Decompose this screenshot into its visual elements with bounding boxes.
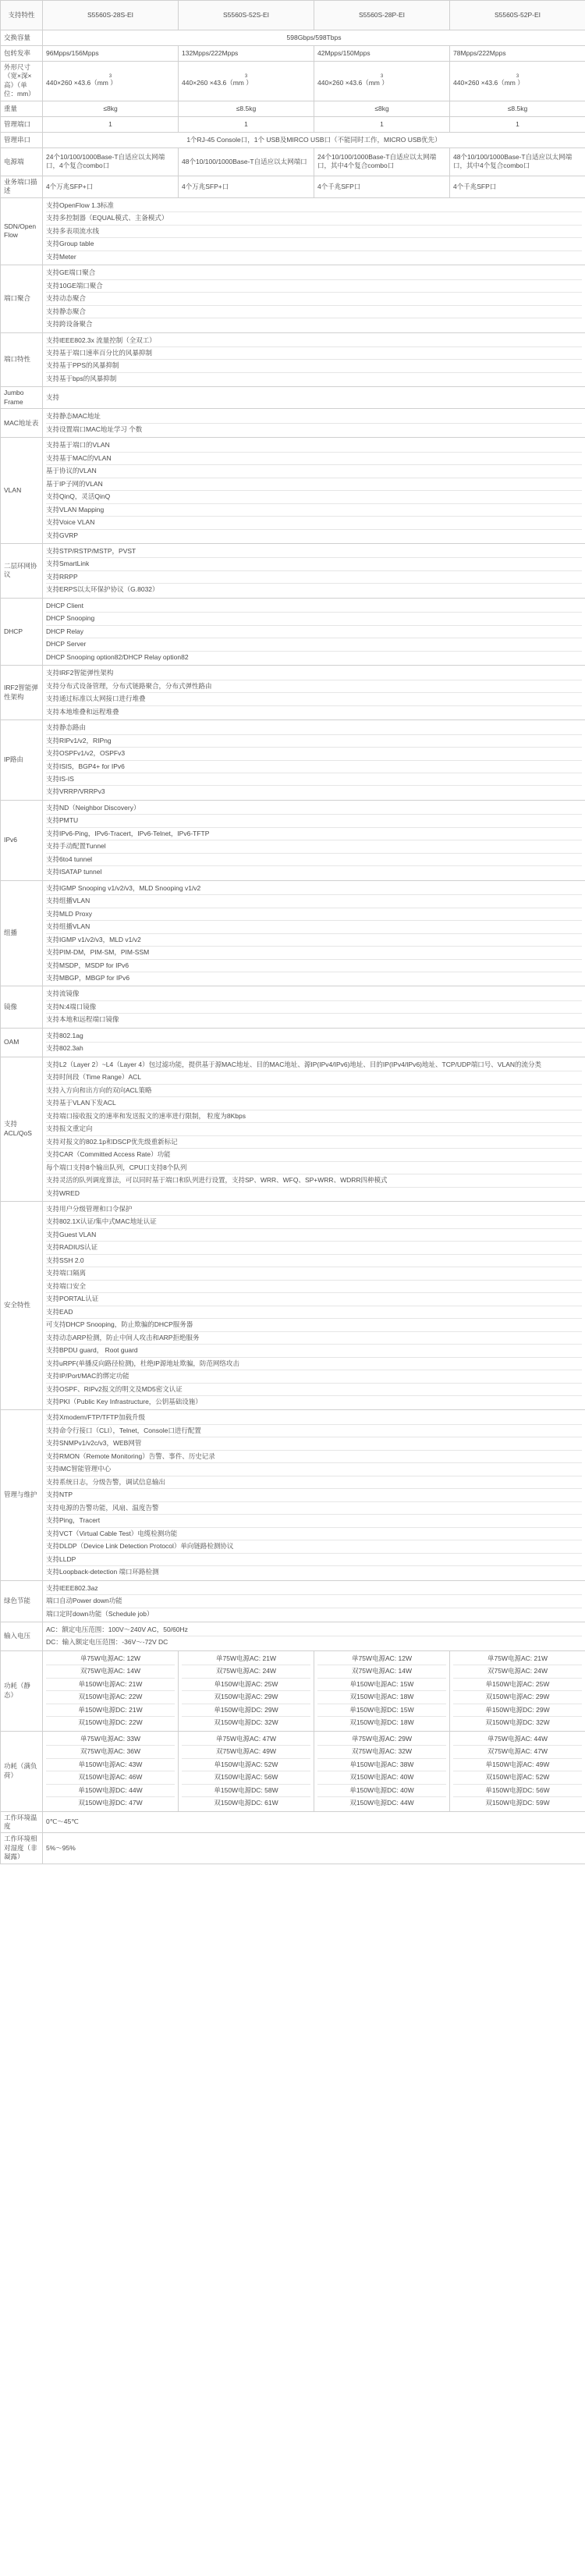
feature-label: IP路由: [1, 720, 43, 801]
feature-label: SDN/OpenFlow: [1, 197, 43, 265]
feature-items: [43, 986, 585, 1028]
spec-row-weight: [1, 101, 585, 116]
row-value: 440×260 ×43.6（mm ）: [182, 79, 253, 87]
power-value: 双150W电源DC: 44W: [349, 1799, 414, 1807]
row-value: 1个RJ-45 Console口，1个 USB及MIRCO USB口（不能同时工作，MICRO USB优先）: [43, 132, 585, 147]
feature-label: 二层环网协议: [1, 544, 43, 599]
power-value: 单150W电源AC: 52W: [182, 1759, 310, 1771]
feature-item: 支持RRPP: [46, 571, 582, 584]
feature-items: [43, 880, 585, 986]
power-value: 双150W电源AC: 46W: [46, 1771, 175, 1784]
input-voltage-row: [1, 1622, 585, 1650]
power-value: 单75W电源AC: 12W: [46, 1653, 175, 1665]
feature-item: 支持ISATAP tunnel: [46, 868, 102, 876]
feature-item: 支持系统日志，分级告警，调试信息输出: [46, 1476, 582, 1489]
feature-items: [43, 387, 585, 409]
power-value: 单150W电源DC: 29W: [453, 1704, 582, 1717]
feature-item: 支持MBGP，MBGP for IPv6: [46, 974, 130, 982]
env-row: [1, 1833, 585, 1864]
feature-item: 支持时间段（Time Range）ACL: [46, 1071, 582, 1084]
row-label: 电源端: [1, 147, 43, 176]
row-value: 96Mpps/156Mpps: [43, 46, 179, 62]
feature-item: DHCP Server: [46, 638, 582, 651]
power-value: 双150W电源DC: 61W: [214, 1799, 278, 1807]
feature-item: 支持Meter: [46, 252, 76, 261]
feature-items: [43, 1057, 585, 1201]
spec-row-forwarding-rate: [1, 46, 585, 62]
feature-item: 支持N:4端口镜像: [46, 1001, 582, 1014]
input-voltage-items: [43, 1622, 585, 1650]
row-value: 598Gbps/598Tbps: [43, 30, 585, 46]
feature-item: 端口自动Power down功能: [46, 1595, 582, 1608]
feature-item: 基于协议的VLAN: [46, 465, 582, 478]
row-value: 24个10/100/1000Base-T自适应以太网端口，4个复合combo口: [43, 147, 179, 176]
row-value: 4个万兆SFP+口: [43, 176, 179, 197]
feature-item: DHCP Snooping: [46, 613, 582, 625]
row-value: 48个10/100/1000Base-T自适应以太网端口: [179, 147, 314, 176]
feature-item: 支持OSPF、RIPv2报文的明文及MD5密文认证: [46, 1384, 582, 1396]
feature-item: 支持IPv6-Ping，IPv6-Tracert，IPv6-Telnet，IPv6-TFTP: [46, 828, 582, 840]
feature-item: 支持通过标准以太网接口进行堆叠: [46, 693, 582, 705]
power-value: 双75W电源AC: 32W: [317, 1746, 446, 1758]
row-value: 1: [43, 116, 179, 132]
power-cell: [179, 1731, 314, 1811]
feature-item: 支持IEEE802.3az: [46, 1583, 582, 1595]
feature-item: 支持GE端口聚合: [46, 267, 582, 279]
feature-row: [1, 800, 585, 880]
feature-label: IRF2智能弹性架构: [1, 666, 43, 720]
feature-items: [43, 409, 585, 438]
power-value: 单150W电源DC: 40W: [317, 1785, 446, 1797]
header-model: S5560S-52S-EI: [179, 1, 314, 30]
feature-item: 支持MLD Proxy: [46, 908, 582, 921]
feature-row: [1, 544, 585, 599]
power-cell: [179, 1650, 314, 1731]
power-value: 单75W电源AC: 21W: [182, 1653, 310, 1665]
feature-item: 支持用户分级管理和口令保护: [46, 1203, 582, 1216]
feature-item: DHCP Snooping option82/DHCP Relay option82: [46, 652, 189, 661]
feature-item: 支持10GE端口聚合: [46, 280, 582, 293]
feature-items: [43, 438, 585, 544]
feature-items: [43, 197, 585, 265]
feature-item: 支持基于VLAN下发ACL: [46, 1097, 582, 1110]
feature-item: 支持VCT（Virtual Cable Test）电缆检测功能: [46, 1528, 582, 1540]
feature-item: 支持VLAN Mapping: [46, 504, 582, 517]
row-value: ≤8.5kg: [450, 101, 585, 116]
feature-item: 支持PKI（Public Key Infrastructure，公钥基础设施）: [46, 1398, 202, 1405]
power-value: 单150W电源AC: 25W: [453, 1679, 582, 1691]
feature-row: [1, 387, 585, 409]
feature-item: 支持802.1X认证/集中式MAC地址认证: [46, 1216, 582, 1228]
feature-item: 支持基于端口速率百分比的风暴抑制: [46, 347, 582, 360]
feature-item: 支持Guest VLAN: [46, 1229, 582, 1242]
header-model: S5560S-52P-EI: [450, 1, 585, 30]
power-value: 双150W电源DC: 32W: [485, 1718, 550, 1727]
feature-item: 基于IP子网的VLAN: [46, 478, 582, 491]
row-value: 440×260 ×43.6（mm ）: [317, 79, 388, 87]
feature-item: 支持STP/RSTP/MSTP，PVST: [46, 545, 582, 558]
row-label: 重量: [1, 101, 43, 116]
feature-row: [1, 1580, 585, 1622]
feature-item: 支持RMON（Remote Monitoring）告警、事件、历史记录: [46, 1451, 582, 1463]
feature-item: 支持SNMPv1/v2c/v3，WEB网管: [46, 1437, 582, 1450]
spec-row-service-ports: [1, 176, 585, 197]
power-value: 双75W电源AC: 36W: [46, 1746, 175, 1758]
feature-label: 端口聚合: [1, 265, 43, 332]
feature-item: 支持ERPS以太环保护协议（G.8032）: [46, 585, 159, 594]
feature-item: 支持LLDP: [46, 1554, 582, 1566]
row-value: 440×260 ×43.6（mm ）: [46, 79, 117, 87]
feature-item: 支持WRED: [46, 1189, 80, 1197]
feature-label: 管理与维护: [1, 1410, 43, 1580]
input-voltage-item: DC：输入额定电压范围：-36V～-72V DC: [46, 1638, 168, 1647]
feature-label: IPv6: [1, 800, 43, 880]
feature-item: 支持Xmodem/FTP/TFTP加载升级: [46, 1412, 582, 1424]
feature-item: 支持ND（Neighbor Discovery）: [46, 802, 582, 815]
row-value: 1: [179, 116, 314, 132]
power-value: 单150W电源DC: 15W: [317, 1704, 446, 1717]
superscript: 3: [380, 74, 384, 80]
feature-item: 支持IS-IS: [46, 773, 582, 786]
row-value: 24个10/100/1000Base-T自适应以太网端口，其中4个复合combo口: [314, 147, 450, 176]
feature-row: [1, 409, 585, 438]
feature-row: [1, 880, 585, 986]
power-value: 单150W电源DC: 21W: [46, 1704, 175, 1717]
feature-item: 支持对报文的802.1p和DSCP优先级重新标记: [46, 1136, 582, 1149]
power-value: 双150W电源AC: 22W: [46, 1691, 175, 1704]
feature-item: 支持端口隔离: [46, 1267, 582, 1280]
feature-items: [43, 1028, 585, 1057]
power-value: 单150W电源AC: 21W: [46, 1679, 175, 1691]
feature-item: 支持静态MAC地址: [46, 410, 582, 423]
row-value: 4个万兆SFP+口: [179, 176, 314, 197]
feature-item: 支持IP/Port/MAC的绑定功能: [46, 1370, 582, 1383]
power-value: 双150W电源AC: 18W: [317, 1691, 446, 1704]
power-value: 单150W电源DC: 58W: [182, 1785, 310, 1797]
power-value: 双150W电源AC: 52W: [453, 1771, 582, 1784]
power-value: 双75W电源AC: 47W: [453, 1746, 582, 1758]
feature-row: [1, 438, 585, 544]
feature-item: 支持iMC智能管理中心: [46, 1463, 582, 1476]
power-value: 双150W电源AC: 29W: [453, 1691, 582, 1704]
feature-item: 支持802.3ah: [46, 1044, 83, 1053]
row-label: 交换容量: [1, 30, 43, 46]
power-value: 单150W电源AC: 43W: [46, 1759, 175, 1771]
header-label: 支持特性: [1, 1, 43, 30]
env-value: 5%～95%: [43, 1833, 585, 1864]
feature-item: 支持DLDP（Device Link Detection Protocol）单向链路检测协议: [46, 1540, 582, 1553]
row-value: 4个千兆SFP口: [314, 176, 450, 197]
env-row: [1, 1811, 585, 1833]
power-value: 单75W电源AC: 29W: [317, 1733, 446, 1746]
feature-item: 支持动态聚合: [46, 293, 582, 305]
feature-item: 支持PMTU: [46, 815, 582, 827]
header-model: S5560S-28P-EI: [314, 1, 450, 30]
power-value: 双150W电源AC: 56W: [182, 1771, 310, 1784]
feature-item: 支持电源的告警功能，风扇、温度告警: [46, 1502, 582, 1515]
feature-item: 支持802.1ag: [46, 1030, 582, 1043]
feature-item: 支持基于PPS的风暴抑制: [46, 360, 582, 372]
feature-item: 支持OpenFlow 1.3标准: [46, 200, 582, 212]
feature-items: [43, 720, 585, 801]
power-value: 双150W电源DC: 22W: [78, 1718, 143, 1727]
power-value: 双75W电源AC: 14W: [46, 1665, 175, 1678]
power-cell: [450, 1650, 585, 1731]
feature-label: VLAN: [1, 438, 43, 544]
feature-item: 支持SmartLink: [46, 558, 582, 570]
power-value: 双150W电源AC: 29W: [182, 1691, 310, 1704]
feature-item: 支持QinQ，灵活QinQ: [46, 491, 582, 503]
feature-label: MAC地址表: [1, 409, 43, 438]
feature-item: 支持VRRP/VRRPv3: [46, 787, 105, 796]
power-value: 双75W电源AC: 14W: [317, 1665, 446, 1678]
feature-row: [1, 1201, 585, 1410]
feature-item: 支持BPDU guard， Root guard: [46, 1345, 582, 1357]
power-cell: [43, 1731, 179, 1811]
feature-item: 支持多控制器（EQUAL模式、主备模式）: [46, 212, 582, 225]
power-value: 单150W电源AC: 15W: [317, 1679, 446, 1691]
feature-row: [1, 666, 585, 720]
feature-item: 支持组播VLAN: [46, 895, 582, 908]
feature-item: 支持ISIS，BGP4+ for IPv6: [46, 761, 582, 773]
power-value: 双75W电源AC: 24W: [453, 1665, 582, 1678]
feature-item: 支持SSH 2.0: [46, 1255, 582, 1267]
feature-item: 支持流镜像: [46, 988, 582, 1000]
row-value: 1: [314, 116, 450, 132]
feature-item: 支持RIPv1/v2，RIPng: [46, 735, 582, 748]
feature-item: 支持uRPF(单播反向路径检测)，杜绝IP源地址欺骗，防范网络攻击: [46, 1358, 582, 1370]
feature-label: 安全特性: [1, 1201, 43, 1410]
power-value: 单150W电源AC: 38W: [317, 1759, 446, 1771]
power-cell: [450, 1731, 585, 1811]
spec-row-dimensions: [1, 62, 585, 101]
feature-item: 支持组播VLAN: [46, 921, 582, 933]
superscript: 3: [108, 74, 112, 80]
spec-row-switching-capacity: [1, 30, 585, 46]
feature-item: 支持静态路由: [46, 722, 582, 734]
feature-item: 支持多表项流水线: [46, 226, 582, 238]
feature-item: 支持L2（Layer 2）~L4（Layer 4）包过滤功能，提供基于源MAC地址、目的MAC地址、源IP(IPv4/IPv6)地址、目的IP(IPv4/IPv6)地址、TCP/UDP端口号、VLAN的流分类: [46, 1059, 582, 1071]
env-label: 工作环境温度: [1, 1811, 43, 1833]
feature-item: 支持手动配置Tunnel: [46, 840, 582, 853]
feature-item: 支持设置端口MAC地址学习 个数: [46, 425, 143, 433]
feature-item: 支持Loopback-detection 端口环路检测: [46, 1568, 159, 1576]
feature-label: OAM: [1, 1028, 43, 1057]
feature-item: 支持NTP: [46, 1489, 582, 1501]
power-cell: [43, 1650, 179, 1731]
feature-label: 端口特性: [1, 332, 43, 387]
input-voltage-label: 输入电压: [1, 1622, 43, 1650]
feature-item: 支持动态ARP检测，防止中间人攻击和ARP拒绝服务: [46, 1332, 582, 1345]
feature-item: 端口定时down功能（Schedule job）: [46, 1609, 154, 1618]
feature-row: [1, 1057, 585, 1201]
env-value: 0℃～45℃: [43, 1811, 585, 1833]
feature-item: 支持分布式设备管理，分布式链路聚合，分布式弹性路由: [46, 680, 582, 693]
feature-item: 支持基于MAC的VLAN: [46, 453, 582, 465]
row-value: 4个千兆SFP口: [450, 176, 585, 197]
feature-item: 支持入方向和出方向的双向ACL策略: [46, 1085, 582, 1097]
power-value: 单150W电源DC: 29W: [182, 1704, 310, 1717]
row-label: 包转发率: [1, 46, 43, 62]
feature-row: [1, 720, 585, 801]
row-label: 管理端口: [1, 116, 43, 132]
feature-item: 支持基于端口的VLAN: [46, 439, 582, 452]
feature-label: DHCP: [1, 598, 43, 665]
row-label: 管理串口: [1, 132, 43, 147]
feature-item: 支持跨设备聚合: [46, 320, 93, 329]
power-value: 单150W电源DC: 44W: [46, 1785, 175, 1797]
feature-item: 可支持DHCP Snooping，防止欺骗的DHCP服务器: [46, 1319, 582, 1331]
power-cell: [314, 1650, 450, 1731]
feature-item: 支持CAR（Committed Access Rate）功能: [46, 1149, 582, 1161]
row-label: 外形尺寸（宽×深×高）（单位：mm）: [1, 62, 43, 101]
power-value: 单150W电源AC: 25W: [182, 1679, 310, 1691]
row-value: 78Mpps/222Mpps: [450, 46, 585, 62]
row-value: 1: [450, 116, 585, 132]
feature-item: 支持6to4 tunnel: [46, 854, 582, 866]
superscript: 3: [244, 74, 248, 80]
feature-item: 支持GVRP: [46, 531, 79, 539]
row-label: 业务端口描述: [1, 176, 43, 197]
power-value: 双75W电源AC: 24W: [182, 1665, 310, 1678]
row-value: 132Mpps/222Mpps: [179, 46, 314, 62]
power-value: 单75W电源AC: 12W: [317, 1653, 446, 1665]
spec-row-management-port: [1, 116, 585, 132]
feature-items: [43, 265, 585, 332]
feature-items: [43, 800, 585, 880]
feature-item: 支持Voice VLAN: [46, 517, 582, 529]
power-full-row: [1, 1731, 585, 1811]
power-value: 单75W电源AC: 44W: [453, 1733, 582, 1746]
feature-item: 支持本地和远程端口镜像: [46, 1015, 119, 1024]
feature-item: 支持IRF2智能弹性架构: [46, 667, 582, 680]
row-value: 48个10/100/1000Base-T自适应以太网端口，其中4个复合combo口: [450, 147, 585, 176]
spec-row-ports: [1, 147, 585, 176]
power-static-row: [1, 1650, 585, 1731]
feature-item: 支持报文重定向: [46, 1123, 582, 1135]
feature-item: DHCP Client: [46, 600, 582, 613]
power-cell: [314, 1731, 450, 1811]
row-value: ≤8.5kg: [179, 101, 314, 116]
feature-row: [1, 1410, 585, 1580]
power-value: 单150W电源AC: 49W: [453, 1759, 582, 1771]
feature-item: 支持RADIUS认证: [46, 1242, 582, 1254]
power-value: 双150W电源DC: 18W: [349, 1718, 414, 1727]
power-value: 单150W电源DC: 56W: [453, 1785, 582, 1797]
power-value: 单75W电源AC: 47W: [182, 1733, 310, 1746]
feature-label: Jumbo Frame: [1, 387, 43, 409]
feature-item: 支持MSDP，MSDP for IPv6: [46, 960, 582, 972]
row-value: ≤8kg: [314, 101, 450, 116]
feature-items: [43, 332, 585, 387]
feature-label: 绿色节能: [1, 1580, 43, 1622]
power-value: 双75W电源AC: 49W: [182, 1746, 310, 1758]
feature-label: 组播: [1, 880, 43, 986]
row-value: 42Mpps/150Mpps: [314, 46, 450, 62]
row-value: 440×260 ×43.6（mm ）: [453, 79, 524, 87]
superscript: 3: [516, 74, 519, 80]
spec-table-body: [1, 30, 585, 1864]
feature-item: 支持EAD: [46, 1306, 582, 1319]
feature-row: [1, 1028, 585, 1057]
env-label: 工作环境相对湿度（非凝露）: [1, 1833, 43, 1864]
feature-label: 镜像: [1, 986, 43, 1028]
row-value: ≤8kg: [43, 101, 179, 116]
feature-row: [1, 197, 585, 265]
feature-items: [43, 1580, 585, 1622]
feature-row: [1, 265, 585, 332]
feature-item: 支持命令行接口（CLI），Telnet，Console口进行配置: [46, 1425, 582, 1437]
spec-row-console-port: [1, 132, 585, 147]
feature-items: [43, 598, 585, 665]
feature-item: 支持端口接收报文的速率和发送报文的速率进行限制， 粒度为8Kbps: [46, 1110, 582, 1123]
feature-label: 支持ACL/QoS: [1, 1057, 43, 1201]
feature-item: 支持PIM-DM，PIM-SM，PIM-SSM: [46, 947, 582, 959]
feature-item: 支持IGMP v1/v2/v3，MLD v1/v2: [46, 934, 582, 947]
header-model: S5560S-28S-EI: [43, 1, 179, 30]
feature-item: 支持OSPFv1/v2，OSPFv3: [46, 748, 582, 760]
feature-item: 每个端口支持8个输出队列，CPU口支持8个队列: [46, 1162, 582, 1174]
power-value: 双150W电源DC: 59W: [485, 1799, 550, 1807]
feature-item: 支持基于bps的风暴抑制: [46, 374, 117, 382]
feature-item: DHCP Relay: [46, 626, 582, 638]
power-value: 双150W电源DC: 47W: [78, 1799, 143, 1807]
feature-item: 支持Ping，Tracert: [46, 1515, 582, 1527]
feature-items: [43, 544, 585, 599]
power-label: 功耗（满负荷）: [1, 1731, 43, 1811]
feature-item: 支持端口安全: [46, 1281, 582, 1293]
input-voltage-item: AC：额定电压范围：100V～240V AC，50/60Hz: [46, 1624, 582, 1636]
feature-item: 支持灵活的队列调度算法，可以同时基于端口和队列进行设置，支持SP、WRR、WFQ、SP+WRR、WDRR四种模式: [46, 1174, 582, 1187]
feature-row: [1, 332, 585, 387]
feature-items: [43, 1410, 585, 1580]
feature-items: [43, 666, 585, 720]
feature-item: 支持Group table: [46, 238, 582, 250]
feature-item: 支持本地堆叠和远程堆叠: [46, 707, 119, 716]
feature-row: [1, 986, 585, 1028]
power-value: 单75W电源AC: 33W: [46, 1733, 175, 1746]
power-value: 双150W电源AC: 40W: [317, 1771, 446, 1784]
feature-item: 支持静态聚合: [46, 306, 582, 318]
feature-item: 支持IGMP Snooping v1/v2/v3，MLD Snooping v1/v2: [46, 883, 582, 895]
feature-item: 支持PORTAL认证: [46, 1293, 582, 1306]
power-value: 单75W电源AC: 21W: [453, 1653, 582, 1665]
feature-items: [43, 1201, 585, 1410]
header-row: [1, 1, 585, 30]
feature-item: 支持IEEE802.3x 流量控制（全双工）: [46, 335, 582, 347]
feature-row: [1, 598, 585, 665]
power-value: 双150W电源DC: 32W: [214, 1718, 278, 1727]
power-label: 功耗（静态）: [1, 1650, 43, 1731]
feature-item: 支持: [46, 393, 60, 402]
